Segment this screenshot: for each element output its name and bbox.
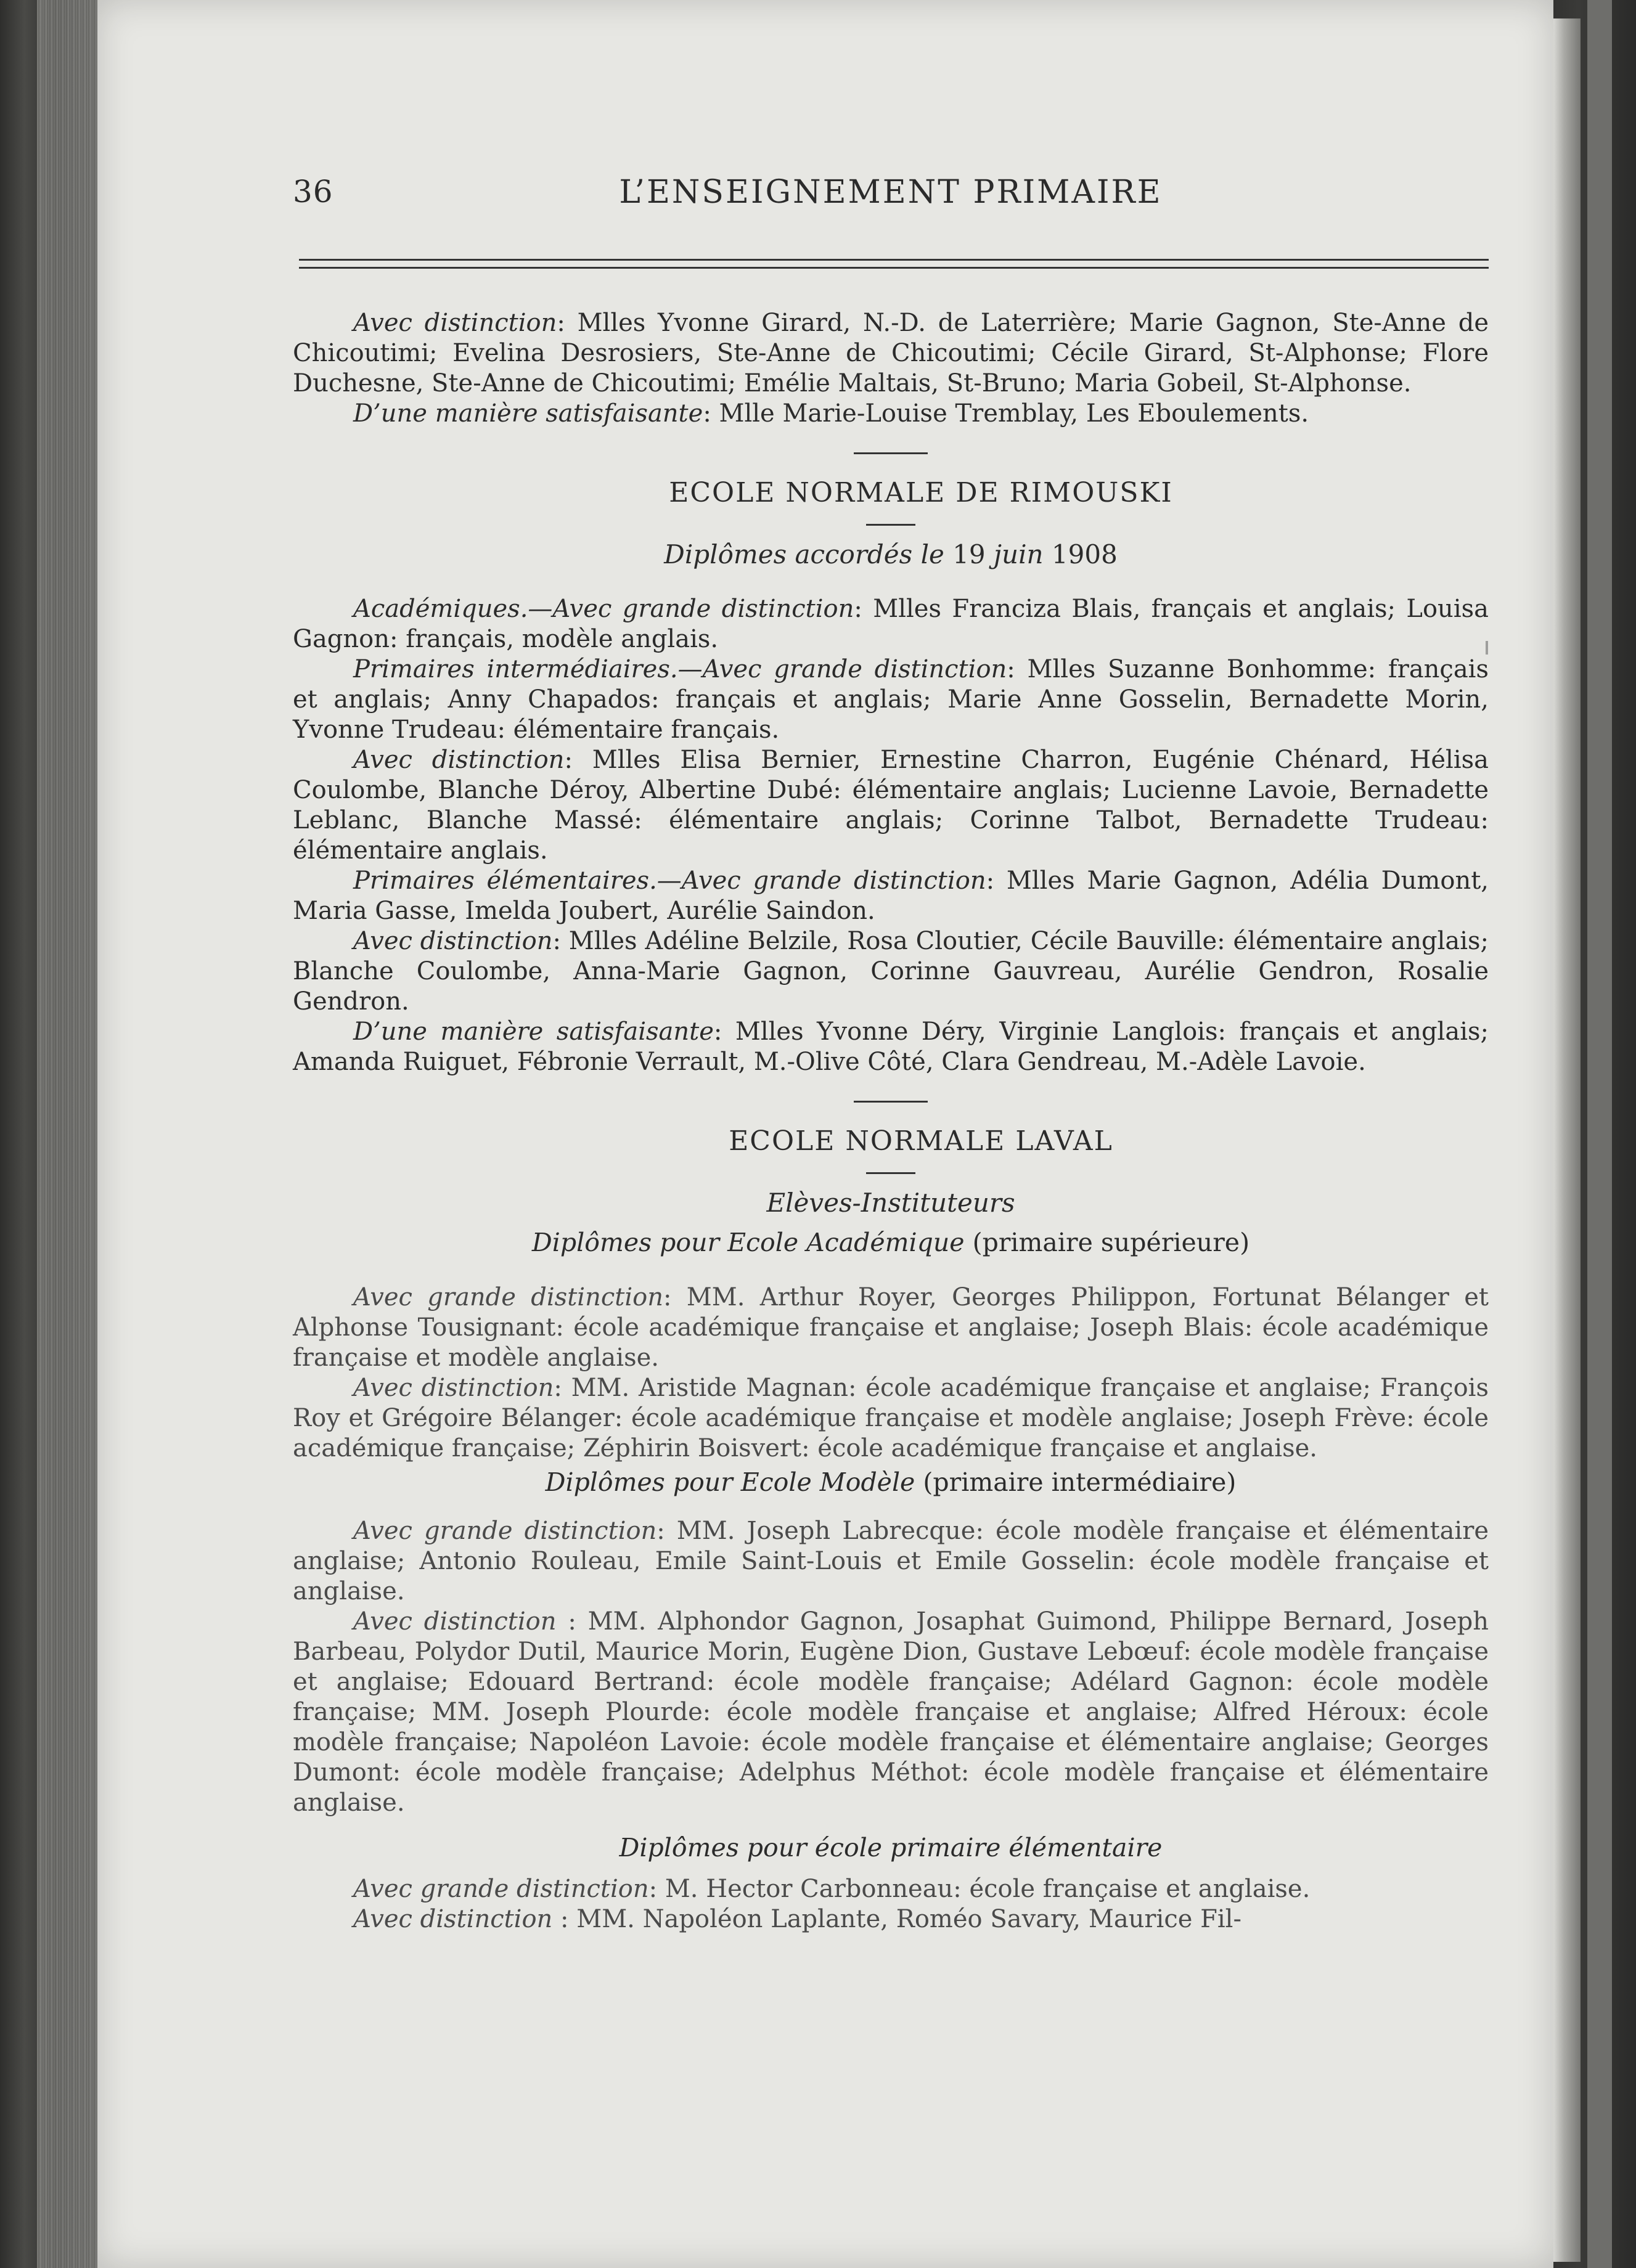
laval-paragraph	[293, 1516, 1489, 1607]
students-heading	[293, 1188, 1489, 1218]
paragraph-text: : MM. Arthur Royer, Georges Philippon, Fortunat Bélanger et Alphonse Tousignant: école académique française et anglaise; Joseph Blais: école académique française et modèle anglaise.	[293, 1283, 1489, 1372]
date-year: 1908	[1043, 539, 1118, 569]
laval-paragraph	[293, 1904, 1489, 1935]
date-prefix: Diplômes accordés le	[664, 539, 944, 569]
section-divider	[854, 452, 928, 454]
paragraph-text: : Mlles Yvonne Girard, N.-D. de Laterrière; Marie Gagnon, Ste-Anne de Chicoutimi; Evelina Desrosiers, Ste-Anne de Chicoutimi; Cécile Girard, St-Alphonse; Flore Duchesne, Ste-Anne de Chicoutimi; Emélie Maltais, St-Bruno; Maria Gobeil, St-Alphonse.	[293, 309, 1489, 398]
rimouski-paragraph	[293, 745, 1489, 866]
running-head	[293, 174, 1489, 217]
paragraph-text: : MM. Alphondor Gagnon, Josaphat Guimond, Philippe Bernard, Joseph Barbeau, Polydor Dutil, Maurice Morin, Eugène Dion, Gustave Lebœuf: école modèle française et anglaise; Edouard Bertrand: école modèle française; Adélard Gagnon: école modèle française; MM. Joseph Plourde: école modèle française et anglaise; Alfred Héroux: école modèle française; Napoléon Lavoie: école modèle française et élémentaire anglaise; Georges Dumont: école modèle française; Adelphus Méthot: école modèle française et élémentaire anglaise.	[293, 1607, 1489, 1817]
paragraph-text: : Mlles Franciza Blais, français et anglais; Louisa Gagnon: français, modèle anglais.	[293, 595, 1489, 653]
paragraph-label: Avec distinction	[353, 927, 553, 955]
paragraph-text: : MM. Joseph Labrecque: école modèle française et élémentaire anglaise; Antonio Rouleau, Emile Saint-Louis et Emile Gosselin: école modèle française et anglaise.	[293, 1517, 1489, 1605]
diploma-date-heading	[293, 539, 1489, 569]
date-month: juin	[994, 539, 1044, 569]
laval-paragraph	[293, 1874, 1489, 1904]
paragraph-text: : Mlles Adéline Belzile, Rosa Cloutier, Cécile Bauville: élémentaire anglais; Blanche Coulombe, Anna-Marie Gagnon, Corinne Gauvreau, Aurélie Gendron, Rosalie Gendron.	[293, 927, 1489, 1016]
paragraph-label: Académiques.—Avec grande distinction	[353, 595, 854, 623]
heading-roman: (primaire intermédiaire)	[915, 1467, 1237, 1497]
laval-paragraph	[293, 1607, 1489, 1818]
paragraph-label: Avec distinction	[353, 309, 557, 337]
paragraph-label: Avec grande distinction	[353, 1283, 663, 1311]
running-title: L’ENSEIGNEMENT PRIMAIRE	[619, 174, 1163, 211]
paragraph-label: Avec distinction	[353, 1374, 554, 1402]
paragraph-label: D’une manière satisfaisante	[353, 399, 703, 428]
intro-paragraph-satisfactory	[293, 399, 1489, 429]
paragraph-text: : Mlles Suzanne Bonhomme: français et anglais; Anny Chapados: français et anglais; Marie Anne Gosselin, Bernadette Morin, Yvonne Trudeau: élémentaire français.	[293, 655, 1489, 744]
elementary-diploma-heading	[293, 1833, 1489, 1863]
book-spine	[1587, 0, 1612, 2268]
paragraph-text: : Mlles Elisa Bernier, Ernestine Charron, Eugénie Chénard, Hélisa Coulombe, Blanche Déroy, Albertine Dubé: élémentaire anglais; Lucienne Lavoie, Bernadette Leblanc, Blanche Massé: élémentaire anglais; Corinne Talbot, Bernadette Trudeau: élémentaire anglais.	[293, 746, 1489, 865]
page-right-edge	[1553, 18, 1581, 2262]
paragraph-label: Primaires élémentaires.—Avec grande distinction	[353, 867, 986, 895]
title-underline	[866, 1172, 915, 1174]
heading-roman: (primaire supérieure)	[964, 1228, 1250, 1257]
paragraph-label: Primaires intermédiaires.—Avec grande distinction	[353, 655, 1007, 683]
elementary-list	[293, 1874, 1489, 1935]
laval-paragraph	[293, 1373, 1489, 1464]
laval-paragraph	[293, 1283, 1489, 1373]
paragraph-text: : Mlles Yvonne Déry, Virginie Langlois: français et anglais; Amanda Ruiguet, Fébronie Verrault, M.-Olive Côté, Clara Gendreau, M.-Adèle Lavoie.	[293, 1018, 1489, 1076]
section-title-rimouski: ECOLE NORMALE DE RIMOUSKI	[669, 477, 1173, 508]
paragraph-text: : MM. Napoléon Laplante, Roméo Savary, Maurice Fil-	[552, 1905, 1241, 1933]
model-diploma-heading	[293, 1467, 1489, 1498]
paragraph-text: : Mlle Marie-Louise Tremblay, Les Eboulements.	[703, 399, 1309, 428]
paragraph-text: : Mlles Marie Gagnon, Adélia Dumont, Maria Gasse, Imelda Joubert, Aurélie Saindon.	[293, 867, 1489, 925]
paragraph-text: : M. Hector Carbonneau: école française et anglaise.	[648, 1875, 1311, 1903]
stacked-page-edges	[37, 0, 99, 2268]
rimouski-paragraph	[293, 1017, 1489, 1077]
heading-italic: Diplômes pour Ecole Académique	[531, 1228, 965, 1257]
page-number: 36	[293, 174, 333, 210]
model-list	[293, 1516, 1489, 1818]
paragraph-label: Avec distinction	[353, 746, 565, 774]
rimouski-paragraph	[293, 655, 1489, 745]
heading-italic: Diplômes pour Ecole Modèle	[545, 1467, 915, 1497]
rimouski-paragraph	[293, 866, 1489, 926]
students-heading-text: Elèves-Instituteurs	[766, 1188, 1015, 1218]
text-body	[293, 308, 1489, 1935]
rimouski-paragraph	[293, 594, 1489, 655]
paragraph-text: : MM. Aristide Magnan: école académique française et anglaise; François Roy et Grégoire Bélanger: école académique française et modèle anglaise; Joseph Frève: école académique française; Zéphirin Boisvert: école académique française et anglaise.	[293, 1374, 1489, 1462]
heading-italic: Diplômes pour école primaire élémentaire	[619, 1833, 1163, 1862]
paragraph-label: Avec grande distinction	[353, 1517, 657, 1545]
title-underline	[866, 524, 915, 526]
paragraph-label: Avec grande distinction	[353, 1875, 649, 1903]
academic-list	[293, 1283, 1489, 1464]
paragraph-label: Avec distinction	[353, 1607, 557, 1636]
header-double-rule	[299, 259, 1489, 269]
paragraph-label: Avec distinction	[353, 1905, 553, 1933]
date-day: 19	[944, 539, 994, 569]
intro-paragraph-distinction	[293, 308, 1489, 399]
paragraph-label: D’une manière satisfaisante	[353, 1018, 714, 1046]
section-divider	[854, 1101, 928, 1103]
section-title-laval: ECOLE NORMALE LAVAL	[729, 1125, 1113, 1157]
academic-diploma-heading	[293, 1228, 1489, 1258]
rimouski-paragraph	[293, 926, 1489, 1017]
